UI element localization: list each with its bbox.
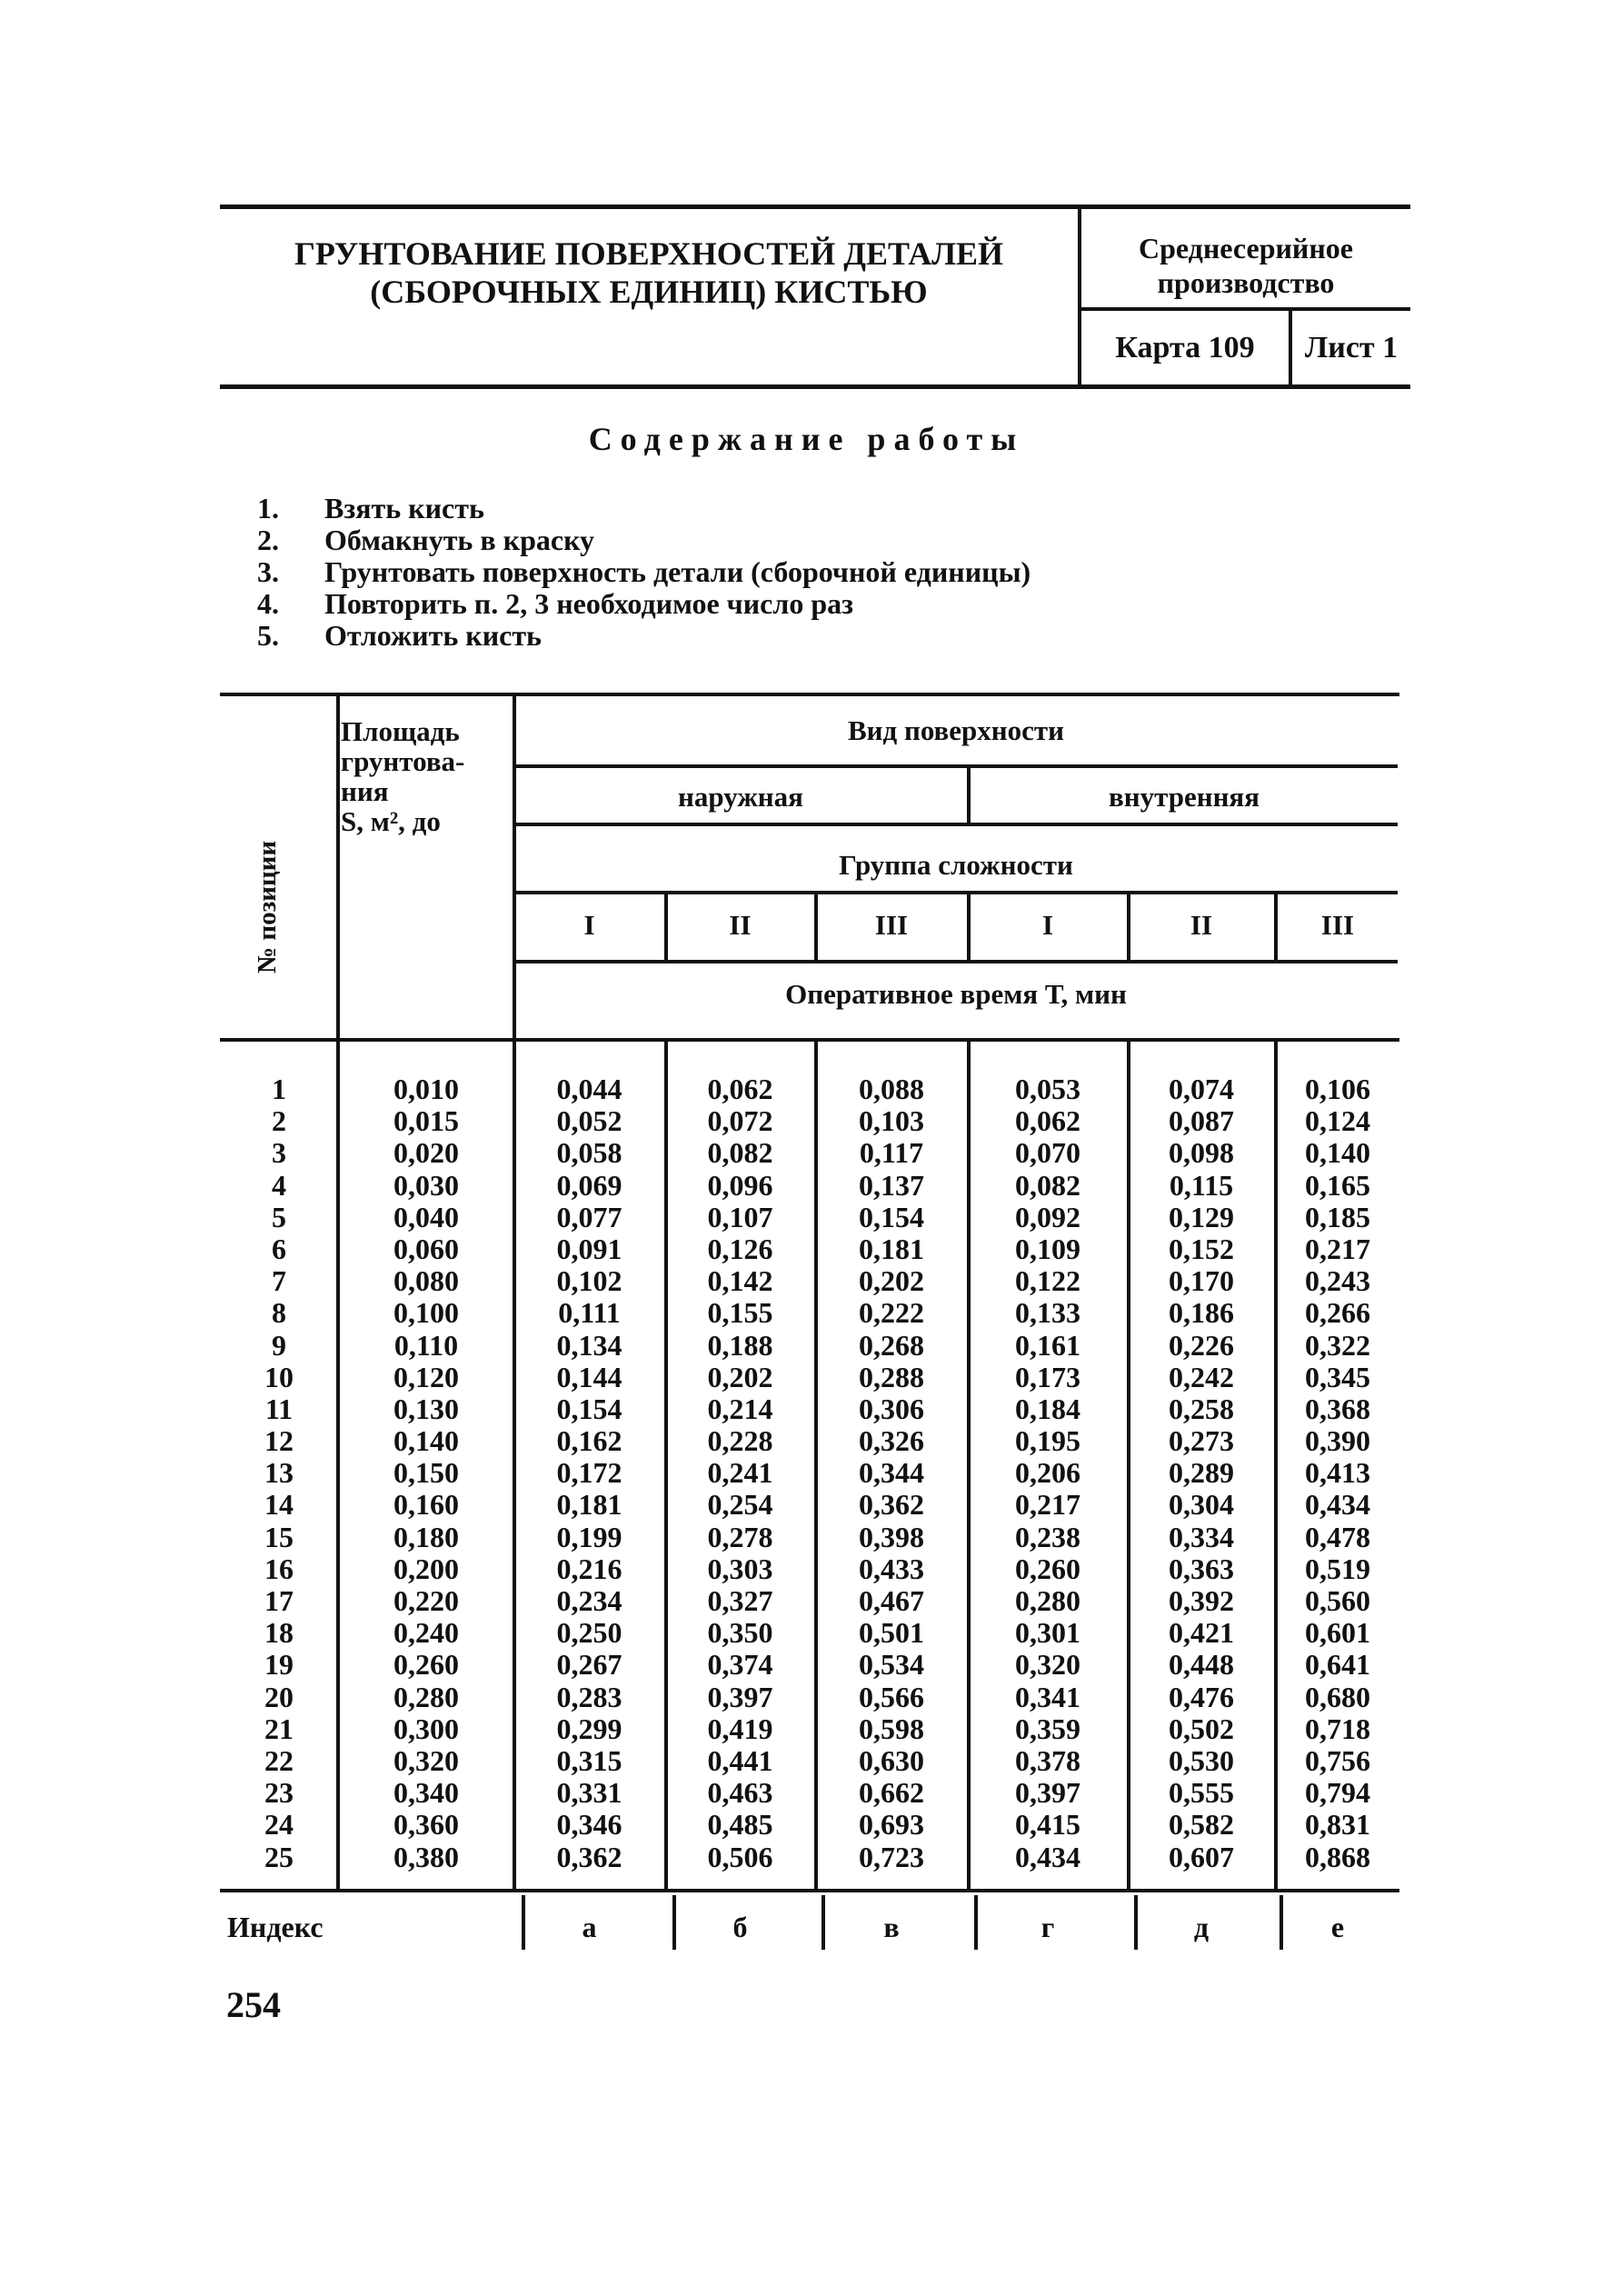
operative-time-header: Оперативное время Т, мин <box>785 978 1127 1010</box>
table-cell: 0,723 <box>859 1840 924 1873</box>
table-cell: 0,359 <box>1015 1712 1080 1745</box>
table-cell: 0,222 <box>859 1296 924 1330</box>
table-cell: 0,195 <box>1015 1424 1080 1458</box>
table-cell: 0,794 <box>1305 1776 1370 1810</box>
step-text: Отложить кисть <box>324 619 542 652</box>
step-item <box>257 556 1031 588</box>
table-cell: 0,100 <box>393 1296 459 1330</box>
table-cell: 0,254 <box>707 1488 773 1522</box>
table-cell: 0,289 <box>1169 1456 1234 1490</box>
area-header-line: Площадь <box>341 715 460 747</box>
complexity-group-cell: III <box>1320 909 1355 941</box>
table-cell: 0,152 <box>1169 1232 1234 1265</box>
table-cell: 0,091 <box>556 1232 622 1265</box>
table-cell: 0,226 <box>1169 1328 1234 1362</box>
table-cell: 0,172 <box>556 1456 622 1490</box>
table-cell: 0,137 <box>859 1168 924 1202</box>
table-cell: 4 <box>272 1168 286 1202</box>
table-cell: 0,397 <box>1015 1776 1080 1810</box>
table-cell: 0,380 <box>393 1840 459 1873</box>
rule-under-header <box>220 1038 1399 1042</box>
table-cell: 0,693 <box>859 1808 924 1842</box>
table-cell: 0,534 <box>859 1648 924 1682</box>
table-cell: 0,087 <box>1169 1104 1234 1138</box>
step-item <box>257 620 1031 652</box>
table-cell: 0,502 <box>1169 1712 1234 1745</box>
rule-under-groups <box>514 960 1398 963</box>
complexity-group-cell: I <box>1041 909 1054 941</box>
table-cell: 0,390 <box>1305 1424 1370 1458</box>
table-cell: 0,181 <box>859 1232 924 1265</box>
table-cell: 0,419 <box>707 1712 773 1745</box>
table-cell: 15 <box>264 1520 294 1553</box>
table-cell: 0,186 <box>1169 1296 1234 1330</box>
table-cell: 0,280 <box>1015 1584 1080 1617</box>
table-cell: 0,530 <box>1169 1743 1234 1777</box>
table-cell: 0,476 <box>1169 1680 1234 1713</box>
table-cell: 0,326 <box>859 1424 924 1458</box>
table-cell: 0,216 <box>556 1552 622 1585</box>
table-cell: 0,301 <box>1015 1616 1080 1650</box>
table-cell: 0,322 <box>1305 1328 1370 1362</box>
table-cell: 0,102 <box>556 1264 622 1298</box>
time-column-2 <box>666 1073 814 1873</box>
table-bottom-rule <box>220 1889 1399 1892</box>
table-cell: 0,110 <box>393 1328 459 1362</box>
table-cell: 0,415 <box>1015 1808 1080 1842</box>
area-column-header <box>341 716 513 836</box>
table-cell: 0,115 <box>1169 1168 1234 1202</box>
table-cell: 0,630 <box>859 1743 924 1777</box>
table-cell: 0,080 <box>393 1264 459 1298</box>
surface-type-header: Вид поверхности <box>847 714 1064 746</box>
index-cell: г <box>1040 1911 1055 1943</box>
step-text: Взять кисть <box>324 492 484 524</box>
table-cell: 0,241 <box>707 1456 773 1490</box>
table-cell: 0,680 <box>1305 1680 1370 1713</box>
complexity-group-cell: I <box>583 909 595 941</box>
table-cell: 13 <box>264 1456 294 1490</box>
table-cell: 0,555 <box>1169 1776 1234 1810</box>
table-cell: 0,345 <box>1305 1360 1370 1393</box>
table-cell: 0,560 <box>1305 1584 1370 1617</box>
table-cell: 0,350 <box>707 1616 773 1650</box>
step-item <box>257 588 1031 620</box>
table-cell: 0,303 <box>707 1552 773 1585</box>
table-cell: 0,250 <box>556 1616 622 1650</box>
position-column <box>222 1073 336 1873</box>
table-cell: 0,202 <box>707 1360 773 1393</box>
area-column <box>340 1073 513 1873</box>
table-cell: 0,331 <box>556 1776 622 1810</box>
table-cell: 0,368 <box>1305 1392 1370 1425</box>
table-cell: 0,501 <box>859 1616 924 1650</box>
table-cell: 0,106 <box>1305 1073 1370 1105</box>
table-cell: 20 <box>264 1680 294 1713</box>
table-cell: 0,069 <box>556 1168 622 1202</box>
table-cell: 0,478 <box>1305 1520 1370 1553</box>
table-cell: 0,060 <box>393 1232 459 1265</box>
step-number: 3. <box>257 555 279 588</box>
card-sheet-row <box>1081 311 1508 384</box>
table-cell: 0,129 <box>1169 1200 1234 1233</box>
table-cell: 18 <box>264 1616 294 1650</box>
table-cell: 0,868 <box>1305 1840 1370 1873</box>
table-cell: 0,463 <box>707 1776 773 1810</box>
table-cell: 0,096 <box>707 1168 773 1202</box>
document-title <box>220 209 1081 384</box>
table-cell: 0,243 <box>1305 1264 1370 1298</box>
table-cell: 0,360 <box>393 1808 459 1842</box>
table-cell: 0,165 <box>1305 1168 1370 1202</box>
production-type <box>1081 209 1410 311</box>
title-line-1: ГРУНТОВАНИЕ ПОВЕРХНОСТЕЙ ДЕТАЛЕЙ <box>294 235 1004 272</box>
table-cell: 0,144 <box>556 1360 622 1393</box>
table-cell: 0,344 <box>859 1456 924 1490</box>
table-cell: 0,441 <box>707 1743 773 1777</box>
table-cell: 0,363 <box>1169 1552 1234 1585</box>
table-cell: 17 <box>264 1584 294 1617</box>
table-cell: 0,260 <box>1015 1552 1080 1585</box>
table-cell: 0,160 <box>393 1488 459 1522</box>
index-label: Индекс <box>227 1911 324 1943</box>
time-column-3 <box>816 1073 967 1873</box>
table-cell: 0,320 <box>1015 1648 1080 1682</box>
table-cell: 0,378 <box>1015 1743 1080 1777</box>
step-text: Обмакнуть в краску <box>324 524 595 556</box>
table-cell: 0,122 <box>1015 1264 1080 1298</box>
table-cell: 0,088 <box>859 1073 924 1105</box>
table-cell: 0,242 <box>1169 1360 1234 1393</box>
table-cell: 25 <box>264 1840 294 1873</box>
table-cell: 0,170 <box>1169 1264 1234 1298</box>
table-cell: 0,283 <box>556 1680 622 1713</box>
table-cell: 8 <box>272 1296 286 1330</box>
outer-surface-header: наружная <box>678 781 803 813</box>
table-cell: 0,598 <box>859 1712 924 1745</box>
table-cell: 23 <box>264 1776 294 1810</box>
table-cell: 7 <box>272 1264 286 1298</box>
table-cell: 0,300 <box>393 1712 459 1745</box>
table-cell: 0,062 <box>1015 1104 1080 1138</box>
table-cell: 0,217 <box>1305 1232 1370 1265</box>
position-column-header: № позиции <box>253 840 282 973</box>
table-cell: 3 <box>272 1136 286 1170</box>
table-top-rule <box>220 693 1399 696</box>
title-line-2: (СБОРОЧНЫХ ЕДИНИЦ) КИСТЬЮ <box>370 274 928 310</box>
page-number: 254 <box>226 1984 281 2025</box>
table-cell: 0,010 <box>393 1073 459 1105</box>
table-cell: 24 <box>264 1808 294 1842</box>
rule-under-complexity <box>514 891 1398 894</box>
table-cell: 0,662 <box>859 1776 924 1810</box>
table-cell: 0,266 <box>1305 1296 1370 1330</box>
table-cell: 0,126 <box>707 1232 773 1265</box>
table-cell: 0,467 <box>859 1584 924 1617</box>
step-number: 5. <box>257 619 279 652</box>
table-cell: 0,340 <box>393 1776 459 1810</box>
index-cell: в <box>883 1911 900 1943</box>
table-cell: 0,134 <box>556 1328 622 1362</box>
table-cell: 0,200 <box>393 1552 459 1585</box>
table-cell: 19 <box>264 1648 294 1682</box>
time-column-1 <box>514 1073 664 1873</box>
table-cell: 0,015 <box>393 1104 459 1138</box>
area-header-line: грунтова- <box>341 745 465 777</box>
complexity-group-cell: II <box>729 909 752 941</box>
table-cell: 16 <box>264 1552 294 1585</box>
table-cell: 0,217 <box>1015 1488 1080 1522</box>
table-cell: 0,374 <box>707 1648 773 1682</box>
table-cell: 0,341 <box>1015 1680 1080 1713</box>
table-cell: 0,185 <box>1305 1200 1370 1233</box>
table-cell: 10 <box>264 1360 294 1393</box>
table-cell: 0,206 <box>1015 1456 1080 1490</box>
table-cell: 0,077 <box>556 1200 622 1233</box>
table-cell: 0,062 <box>707 1073 773 1105</box>
table-cell: 0,202 <box>859 1264 924 1298</box>
step-number: 4. <box>257 587 279 620</box>
table-cell: 0,040 <box>393 1200 459 1233</box>
table-cell: 0,334 <box>1169 1520 1234 1553</box>
table-cell: 0,103 <box>859 1104 924 1138</box>
table-cell: 0,485 <box>707 1808 773 1842</box>
table-cell: 0,070 <box>1015 1136 1080 1170</box>
card-number: Карта 109 <box>1081 311 1292 384</box>
table-cell: 0,199 <box>556 1520 622 1553</box>
table-cell: 0,641 <box>1305 1648 1370 1682</box>
table-cell: 0,299 <box>556 1712 622 1745</box>
complexity-group-header: Группа сложности <box>839 849 1073 881</box>
table-cell: 0,238 <box>1015 1520 1080 1553</box>
table-cell: 2 <box>272 1104 286 1138</box>
table-cell: 0,120 <box>393 1360 459 1393</box>
table-cell: 0,398 <box>859 1520 924 1553</box>
table-cell: 0,142 <box>707 1264 773 1298</box>
header-block <box>220 205 1410 389</box>
index-cell: а <box>582 1911 597 1943</box>
table-cell: 0,280 <box>393 1680 459 1713</box>
table-cell: 0,140 <box>1305 1136 1370 1170</box>
table-cell: 0,180 <box>393 1520 459 1553</box>
sheet-number: Лист 1 <box>1304 331 1399 364</box>
table-cell: 0,184 <box>1015 1392 1080 1425</box>
step-number: 2. <box>257 524 279 556</box>
table-cell: 0,150 <box>393 1456 459 1490</box>
table-cell: 0,058 <box>556 1136 622 1170</box>
table-cell: 22 <box>264 1743 294 1777</box>
table-cell: 0,240 <box>393 1616 459 1650</box>
table-cell: 0,124 <box>1305 1104 1370 1138</box>
table-cell: 0,273 <box>1169 1424 1234 1458</box>
table-cell: 6 <box>272 1232 286 1265</box>
rule-under-surface-type <box>514 764 1398 768</box>
production-line-2: производство <box>1157 266 1335 299</box>
table-cell: 0,234 <box>556 1584 622 1617</box>
complexity-group-cell: III <box>874 909 909 941</box>
table-cell: 0,434 <box>1015 1840 1080 1873</box>
table-cell: 0,448 <box>1169 1648 1234 1682</box>
table-cell: 0,327 <box>707 1584 773 1617</box>
area-header-line: S, м², до <box>341 805 441 837</box>
table-cell: 0,566 <box>859 1680 924 1713</box>
table-cell: 0,362 <box>859 1488 924 1522</box>
table-cell: 0,601 <box>1305 1616 1370 1650</box>
step-text: Повторить п. 2, 3 необходимое число раз <box>324 587 853 620</box>
table-cell: 5 <box>272 1200 286 1233</box>
table-cell: 0,030 <box>393 1168 459 1202</box>
step-item <box>257 493 1031 524</box>
table-cell: 0,082 <box>707 1136 773 1170</box>
step-item <box>257 524 1031 556</box>
table-cell: 0,130 <box>393 1392 459 1425</box>
inner-surface-header: внутренняя <box>1109 781 1260 813</box>
table-cell: 0,082 <box>1015 1168 1080 1202</box>
table-cell: 0,154 <box>859 1200 924 1233</box>
table-cell: 21 <box>264 1712 294 1745</box>
table-cell: 0,756 <box>1305 1743 1370 1777</box>
table-cell: 0,074 <box>1169 1073 1234 1105</box>
table-cell: 0,288 <box>859 1360 924 1393</box>
table-cell: 0,397 <box>707 1680 773 1713</box>
table-cell: 0,162 <box>556 1424 622 1458</box>
table-cell: 0,392 <box>1169 1584 1234 1617</box>
table-cell: 0,053 <box>1015 1073 1080 1105</box>
table-cell: 0,258 <box>1169 1392 1234 1425</box>
step-text: Грунтовать поверхность детали (сборочной единицы) <box>324 555 1031 588</box>
table-cell: 0,020 <box>393 1136 459 1170</box>
index-cell: б <box>732 1911 748 1943</box>
table-cell: 0,140 <box>393 1424 459 1458</box>
table-cell: 0,434 <box>1305 1488 1370 1522</box>
table-cell: 0,268 <box>859 1328 924 1362</box>
table-cell: 0,260 <box>393 1648 459 1682</box>
time-column-5 <box>1129 1073 1274 1873</box>
table-cell: 0,107 <box>707 1200 773 1233</box>
table-cell: 1 <box>272 1073 286 1105</box>
table-cell: 9 <box>272 1328 286 1362</box>
table-cell: 0,267 <box>556 1648 622 1682</box>
table-cell: 11 <box>264 1392 294 1425</box>
table-cell: 0,092 <box>1015 1200 1080 1233</box>
table-cell: 0,111 <box>558 1296 621 1330</box>
table-cell: 0,320 <box>393 1743 459 1777</box>
table-cell: 0,315 <box>556 1743 622 1777</box>
time-column-4 <box>969 1073 1127 1873</box>
table-cell: 0,421 <box>1169 1616 1234 1650</box>
complexity-group-cell: II <box>1190 909 1213 941</box>
steps-list <box>257 493 1031 652</box>
table-cell: 0,072 <box>707 1104 773 1138</box>
table-cell: 0,161 <box>1015 1328 1080 1362</box>
table-cell: 0,607 <box>1169 1840 1234 1873</box>
index-cell: д <box>1193 1911 1210 1943</box>
table-cell: 0,718 <box>1305 1712 1370 1745</box>
table-cell: 0,109 <box>1015 1232 1080 1265</box>
table-cell: 0,346 <box>556 1808 622 1842</box>
content-heading: Содержание работы <box>588 421 1025 457</box>
table-cell: 0,304 <box>1169 1488 1234 1522</box>
table-cell: 0,044 <box>556 1073 622 1105</box>
table-cell: 0,278 <box>707 1520 773 1553</box>
time-column-6 <box>1276 1073 1399 1873</box>
table-cell: 0,188 <box>707 1328 773 1362</box>
rule-under-outer-inner <box>514 823 1398 826</box>
table-cell: 0,214 <box>707 1392 773 1425</box>
table-cell: 0,133 <box>1015 1296 1080 1330</box>
table-cell: 0,220 <box>393 1584 459 1617</box>
area-header-line: ния <box>341 775 389 807</box>
table-cell: 0,173 <box>1015 1360 1080 1393</box>
table-cell: 12 <box>264 1424 294 1458</box>
table-cell: 0,228 <box>707 1424 773 1458</box>
table-cell: 0,098 <box>1169 1136 1234 1170</box>
index-cell: е <box>1330 1911 1345 1943</box>
table-cell: 0,117 <box>859 1136 924 1170</box>
table-cell: 0,155 <box>707 1296 773 1330</box>
step-number: 1. <box>257 492 279 524</box>
table-cell: 0,582 <box>1169 1808 1234 1842</box>
table-cell: 0,181 <box>556 1488 622 1522</box>
table-cell: 0,052 <box>556 1104 622 1138</box>
table-cell: 0,506 <box>707 1840 773 1873</box>
table-cell: 0,519 <box>1305 1552 1370 1585</box>
table-cell: 0,433 <box>859 1552 924 1585</box>
table-cell: 14 <box>264 1488 294 1522</box>
production-line-1: Среднесерийное <box>1138 232 1353 265</box>
table-cell: 0,831 <box>1305 1808 1370 1842</box>
table-cell: 0,154 <box>556 1392 622 1425</box>
table-cell: 0,362 <box>556 1840 622 1873</box>
table-cell: 0,306 <box>859 1392 924 1425</box>
table-cell: 0,413 <box>1305 1456 1370 1490</box>
